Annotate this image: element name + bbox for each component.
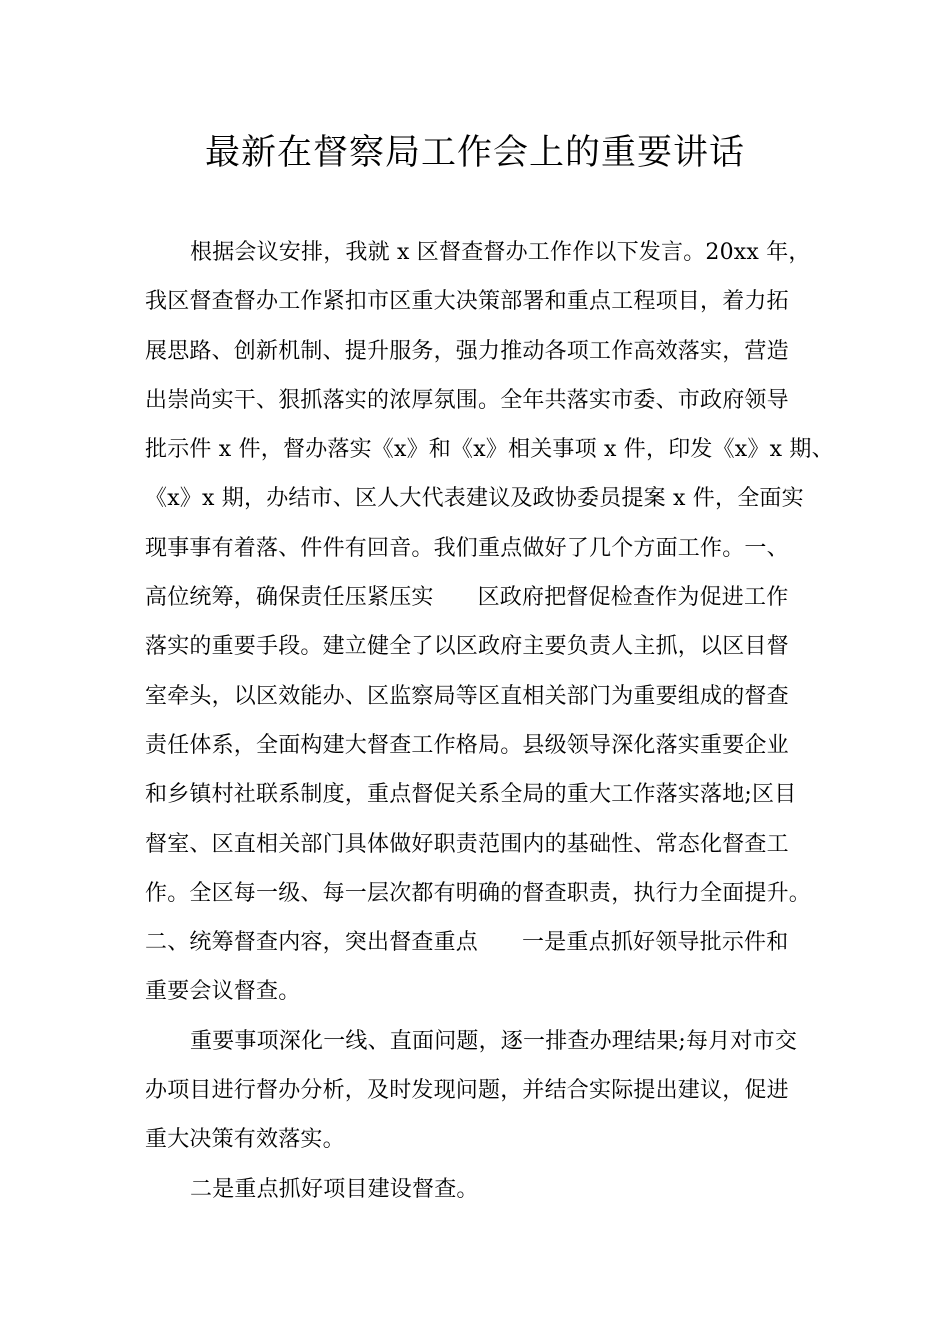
text-line: 展思路、创新机制、提升服务，强力推动各项工作高效落实，营造 xyxy=(145,338,789,364)
text-line: 作。全区每一级、每一层次都有明确的督查职责，执行力全面提升。 xyxy=(145,880,812,906)
document-title: 最新在督察局工作会上的重要讲话 xyxy=(204,133,745,173)
text-line: 批示件 x 件，督办落实《x》和《x》相关事项 x 件，印发《x》x 期、 xyxy=(145,437,834,463)
text-line xyxy=(145,918,825,967)
text-line: 责任体系，全面构建大督查工作格局。县级领导深化落实重要企业 xyxy=(145,732,789,758)
text-line: 室牵头，以区效能办、区监察局等区直相关部门为重要组成的督查 xyxy=(145,683,789,709)
text-line: 出崇尚实干、狠抓落实的浓厚氛围。全年共落实市委、市政府领导 xyxy=(145,387,789,413)
text-line: 重要会议督查。 xyxy=(145,979,301,1005)
text-line: 和乡镇村社联系制度，重点督促关系全局的重大工作落实落地;区目 xyxy=(145,782,797,808)
document-body xyxy=(145,228,834,1214)
text-line: 《x》x 期，办结市、区人大代表建议及政协委员提案 x 件，全面实 xyxy=(145,486,804,512)
text-line: 重要事项深化一线、直面问题，逐一排查办理结果;每月对市交 xyxy=(190,1028,798,1054)
text-line: 办项目进行督办分析，及时发现问题，并结合实际提出建议，促进 xyxy=(145,1078,789,1104)
text-line: 根据会议安排，我就 x 区督查督办工作作以下发言。20xx 年， xyxy=(190,240,811,265)
text-line: 督室、区直相关部门具体做好职责范围内的基础性、常态化督查工 xyxy=(145,831,789,857)
section-heading: 二、统筹督查内容，突出督查重点 xyxy=(145,930,479,956)
text-span: 一是重点抓好领导批示件和 xyxy=(522,930,789,956)
text-line: 重大决策有效落实。 xyxy=(145,1127,345,1153)
text-line: 现事事有着落、件件有回音。我们重点做好了几个方面工作。一、 xyxy=(145,535,789,561)
text-span: 区政府把督促检查作为促进工作 xyxy=(477,585,789,611)
text-line: 二是重点抓好项目建设督查。 xyxy=(190,1176,479,1202)
text-line: 落实的重要手段。建立健全了以区政府主要负责人主抓，以区目督 xyxy=(145,634,789,660)
text-line xyxy=(145,573,825,622)
section-heading: 高位统筹，确保责任压紧压实 xyxy=(145,585,434,611)
text-line: 我区督查督办工作紧扣市区重大决策部署和重点工程项目，着力拓 xyxy=(145,289,789,315)
